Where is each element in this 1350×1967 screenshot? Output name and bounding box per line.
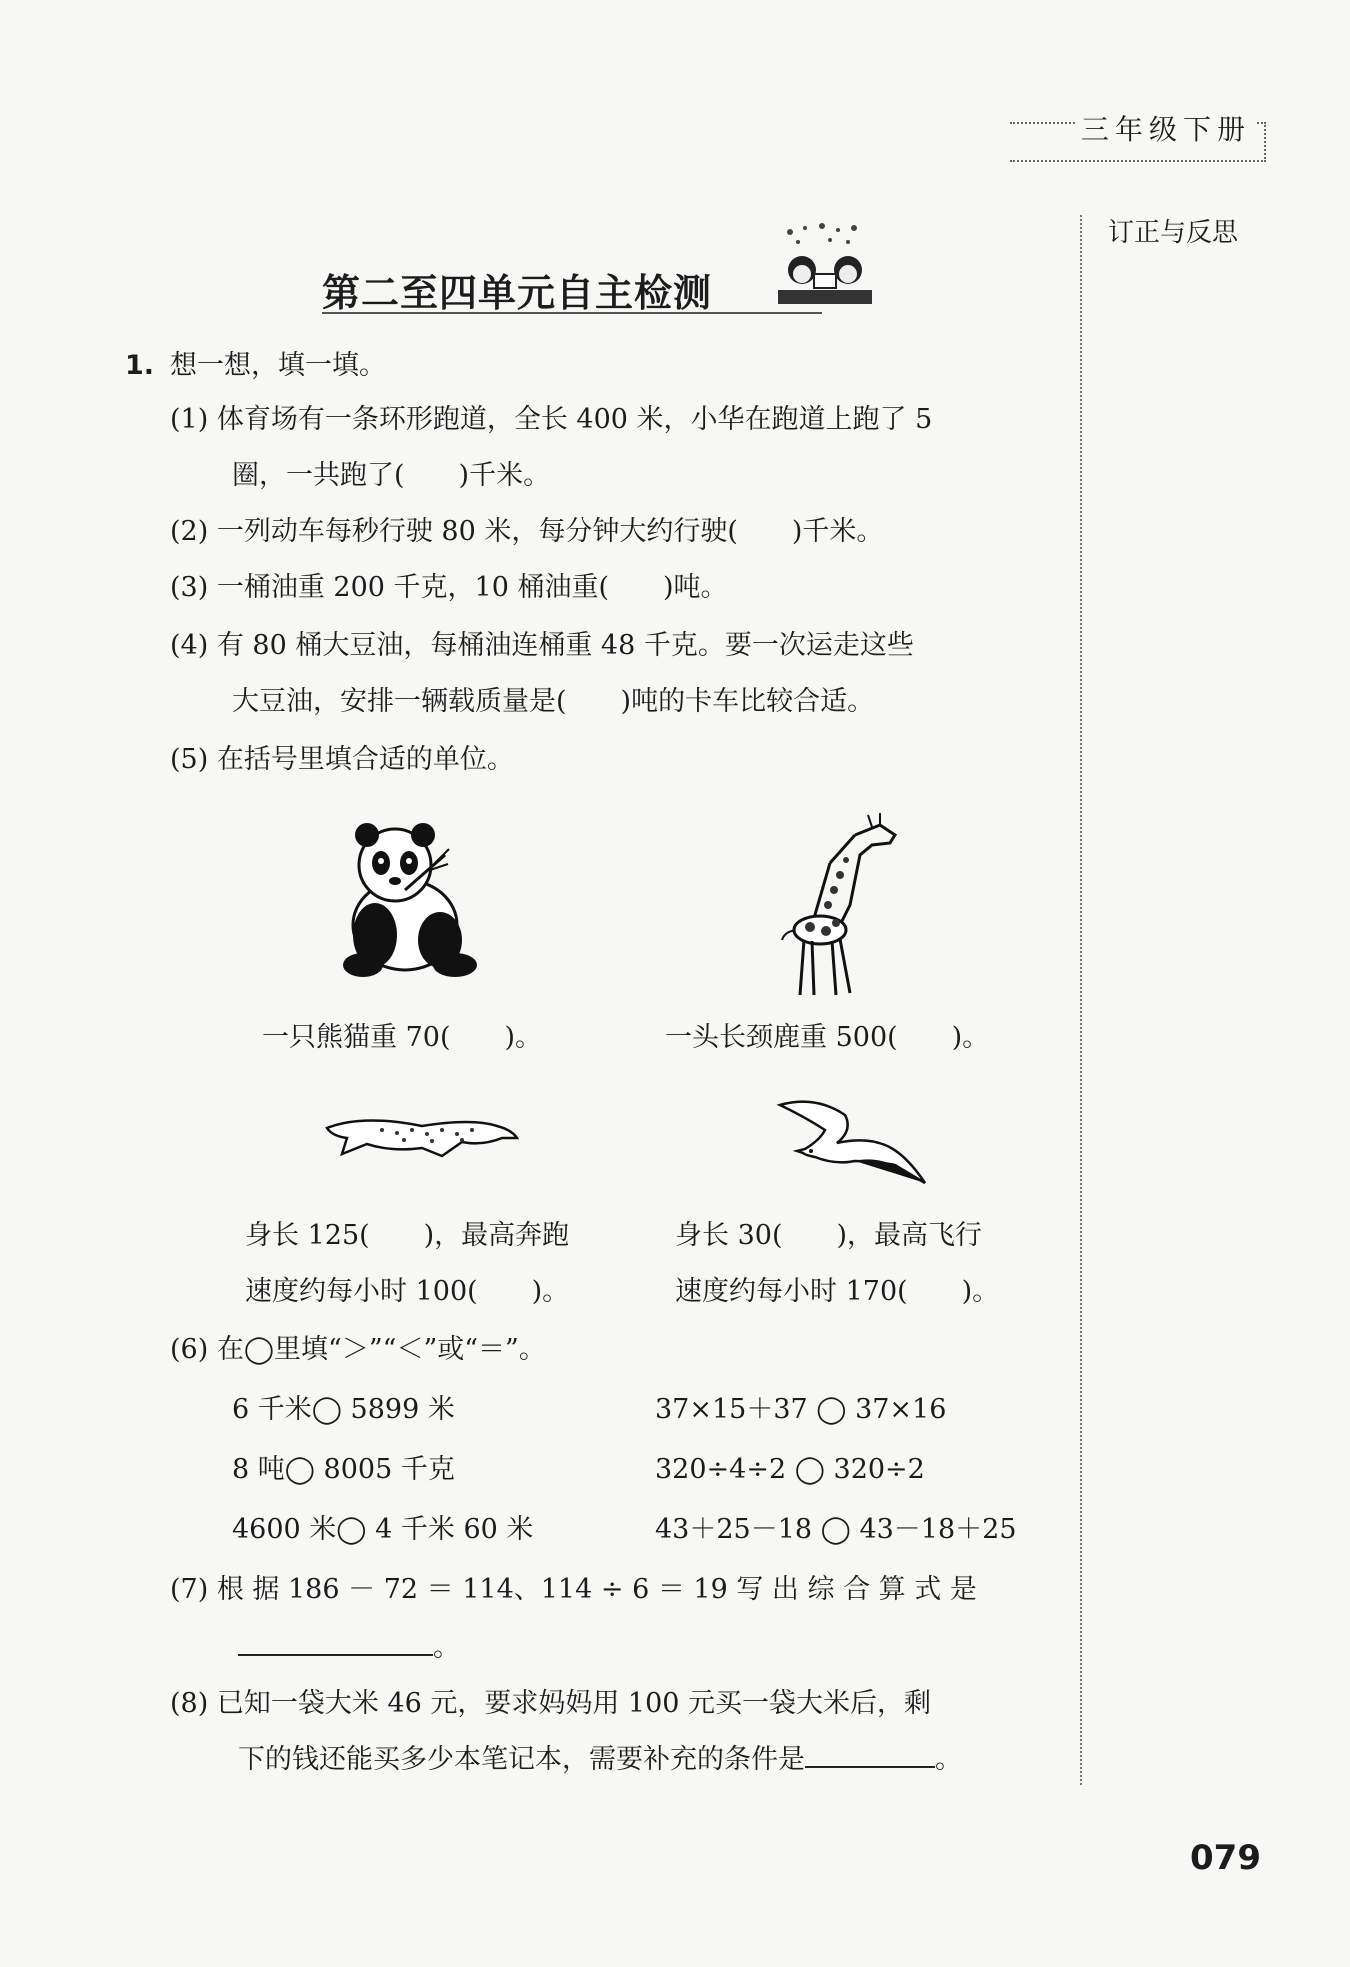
grade-label: 三年级下册 xyxy=(1075,108,1257,148)
cheetah-caption-line1: 身长 125( )，最高奔跑 xyxy=(245,1220,570,1251)
sidebar-divider xyxy=(1080,215,1082,1785)
question-1-line1: (1) 体育场有一条环形跑道，全长 400 米，小华在跑道上跑了 5 xyxy=(170,404,933,435)
question-8-line2 xyxy=(238,1742,962,1778)
compare-right-2: 320÷4÷2 ◯ 320÷2 xyxy=(655,1454,925,1485)
compare-right-3: 43＋25－18 ◯ 43－18＋25 xyxy=(655,1514,1017,1545)
giraffe-caption: 一头长颈鹿重 500( )。 xyxy=(665,1022,990,1053)
question-5: (5) 在括号里填合适的单位。 xyxy=(170,744,514,775)
reading-children-illustration xyxy=(770,222,880,312)
question-3: (3) 一桶油重 200 千克，10 桶油重( )吨。 xyxy=(170,572,728,603)
compare-left-1: 6 千米◯ 5899 米 xyxy=(232,1394,455,1425)
cheetah-illustration xyxy=(322,1108,522,1168)
question-7-end: 。 xyxy=(433,1632,460,1663)
compare-left-3: 4600 米◯ 4 千米 60 米 xyxy=(232,1514,534,1545)
page-number: 079 xyxy=(1190,1838,1261,1878)
question-7-line1: (7) 根 据 186 － 72 ＝ 114、114 ÷ 6 ＝ 19 写 出 综 合 算 式 是 xyxy=(170,1574,977,1605)
question-8-end: 。 xyxy=(935,1744,962,1775)
compare-left-2: 8 吨◯ 8005 千克 xyxy=(232,1454,455,1485)
page-title: 第二至四单元自主检测 xyxy=(322,271,713,315)
bird-caption-line1: 身长 30( )，最高飞行 xyxy=(675,1220,983,1251)
question-4-line2: 大豆油，安排一辆载质量是( )吨的卡车比较合适。 xyxy=(232,686,875,717)
question-8-text: 下的钱还能买多少本笔记本，需要补充的条件是 xyxy=(238,1744,805,1775)
section-number: 1. xyxy=(125,350,155,381)
cheetah-caption-line2: 速度约每小时 100( )。 xyxy=(245,1276,570,1307)
question-1-line2: 圈，一共跑了( )千米。 xyxy=(232,460,551,491)
bird-illustration xyxy=(775,1095,940,1185)
bird-caption-line2: 速度约每小时 170( )。 xyxy=(675,1276,1000,1307)
giraffe-illustration xyxy=(760,805,920,1000)
panda-illustration xyxy=(335,815,485,980)
question-7-answer xyxy=(238,1630,460,1666)
answer-blank-line[interactable] xyxy=(238,1630,433,1656)
question-2: (2) 一列动车每秒行驶 80 米，每分钟大约行驶( )千米。 xyxy=(170,516,884,547)
answer-blank-line[interactable] xyxy=(805,1742,935,1768)
sidebar-correction-label: 订正与反思 xyxy=(1108,218,1239,248)
question-8-line1: (8) 已知一袋大米 46 元，要求妈妈用 100 元买一袋大米后，剩 xyxy=(170,1688,932,1719)
question-6: (6) 在◯里填“＞”“＜”或“＝”。 xyxy=(170,1334,546,1365)
question-4-line1: (4) 有 80 桶大豆油，每桶油连桶重 48 千克。要一次运走这些 xyxy=(170,630,914,661)
section-heading: 想一想，填一填。 xyxy=(170,350,386,381)
panda-caption: 一只熊猫重 70( )。 xyxy=(262,1022,543,1053)
compare-right-1: 37×15＋37 ◯ 37×16 xyxy=(655,1394,947,1425)
title-underline xyxy=(322,312,822,314)
